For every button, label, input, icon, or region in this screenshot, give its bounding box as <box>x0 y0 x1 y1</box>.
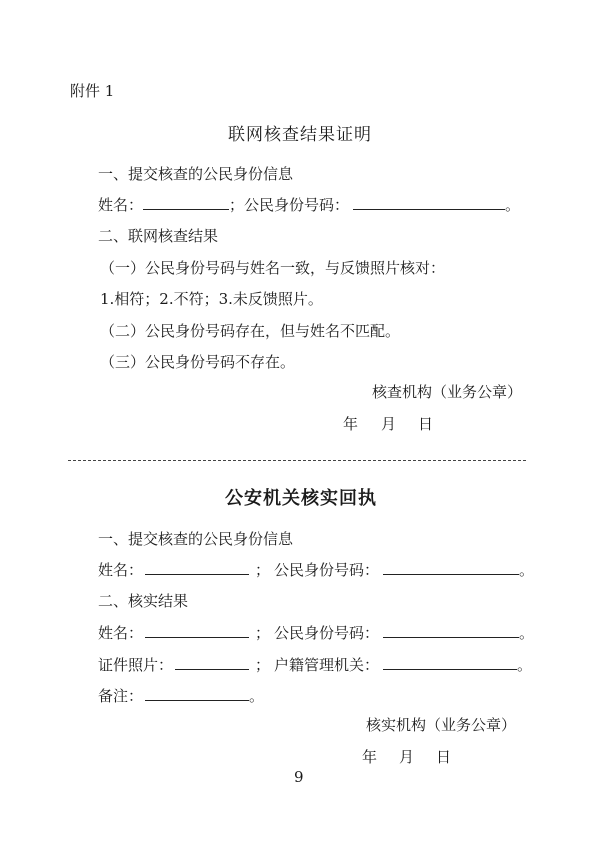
verify-photo-row <box>98 654 532 675</box>
household-label: 户籍管理机关： <box>274 656 380 674</box>
page-number: 9 <box>294 768 304 786</box>
separator: ； <box>229 196 245 214</box>
section1-name-row <box>98 194 520 215</box>
result-item-1-options: 1.相符；2.不符；3.未反馈照片。 <box>100 290 323 308</box>
photo-blank <box>175 654 249 670</box>
name-blank <box>143 194 229 210</box>
attachment-label: 附件 1 <box>70 82 115 100</box>
name-blank <box>145 559 249 575</box>
section1-title: 联网核查结果证明 <box>228 125 372 145</box>
result-item-3: （三）公民身份号码不存在。 <box>100 353 296 371</box>
id-blank <box>383 559 519 575</box>
end-mark: 。 <box>517 656 533 674</box>
section1-heading-2: 二、联网核查结果 <box>98 227 219 245</box>
remark-label: 备注： <box>98 687 144 705</box>
separator: ； <box>255 656 271 674</box>
section1-heading-1: 一、提交核查的公民身份信息 <box>98 165 294 183</box>
section2-date-year: 年 <box>362 748 378 766</box>
section1-date-year: 年 <box>343 415 359 433</box>
section2-heading-2: 二、核实结果 <box>98 592 189 610</box>
cut-line-divider <box>68 460 526 461</box>
section2-date-day: 日 <box>436 748 452 766</box>
end-mark: 。 <box>249 687 265 705</box>
name-label: 姓名： <box>98 624 144 642</box>
id-blank <box>383 622 519 638</box>
id-label: 公民身份号码： <box>274 624 380 642</box>
name-label: 姓名： <box>98 196 144 214</box>
section1-date-month: 月 <box>381 415 397 433</box>
remark-blank <box>145 685 249 701</box>
section1-org-seal: 核查机构（业务公章） <box>372 383 523 401</box>
section2-title: 公安机关核实回执 <box>225 488 377 509</box>
section2-org-seal: 核实机构（业务公章） <box>366 716 517 734</box>
section2-name-row <box>98 559 534 580</box>
id-label: 公民身份号码： <box>274 561 380 579</box>
household-blank <box>383 654 517 670</box>
separator: ； <box>255 624 271 642</box>
section1-date-day: 日 <box>418 415 434 433</box>
section2-date-month: 月 <box>399 748 415 766</box>
id-blank <box>353 194 505 210</box>
end-mark: 。 <box>519 561 535 579</box>
name-label: 姓名： <box>98 561 144 579</box>
result-item-2: （二）公民身份号码存在，但与姓名不匹配。 <box>100 322 401 340</box>
section2-heading-1: 一、提交核查的公民身份信息 <box>98 530 294 548</box>
verify-remark-row <box>98 685 264 706</box>
name-blank <box>145 622 249 638</box>
verify-name-row <box>98 622 534 643</box>
end-mark: 。 <box>505 196 521 214</box>
end-mark: 。 <box>519 624 535 642</box>
separator: ； <box>255 561 271 579</box>
photo-label: 证件照片： <box>98 656 174 674</box>
result-item-1: （一）公民身份号码与姓名一致，与反馈照片核对： <box>100 259 446 277</box>
id-label: 公民身份号码： <box>244 196 350 214</box>
